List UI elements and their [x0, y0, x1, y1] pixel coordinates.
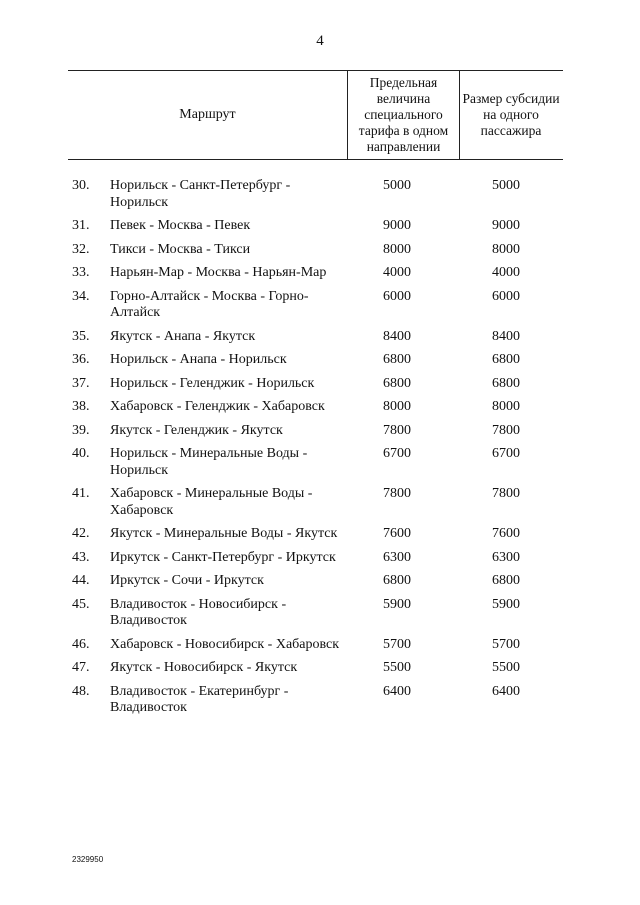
route-name: Иркутск - Санкт-Петербург - Иркутск [110, 549, 336, 565]
table-row [68, 423, 563, 440]
subsidy-value: 6400 [492, 683, 520, 699]
subsidy-value: 8400 [492, 328, 520, 344]
row-number: 43. [72, 549, 90, 565]
tariff-value: 4000 [383, 265, 411, 280]
subsidy-value: 5700 [492, 636, 520, 652]
tariff-value: 8000 [383, 241, 411, 257]
table-row [68, 289, 563, 322]
table-header [68, 70, 563, 160]
tariff-value: 5900 [383, 596, 411, 612]
row-number: 31. [72, 218, 90, 233]
row-number: 45. [72, 596, 90, 612]
row-number: 36. [72, 352, 90, 367]
route-name: Хабаровск - Минеральные Воды - Хабаровск [110, 486, 313, 518]
tariff-value: 7800 [383, 422, 411, 438]
row-number: 42. [72, 526, 90, 541]
header-subsidy: Размер субсидии на одного пассажира [462, 91, 560, 138]
route-name: Якутск - Геленджик - Якутск [110, 422, 283, 438]
header-tariff: Предельная величина специального тарифа в одном направлении [347, 71, 460, 159]
subsidy-value: 8000 [492, 241, 520, 257]
table-row [68, 242, 563, 259]
row-number: 41. [72, 486, 90, 501]
row-number: 48. [72, 683, 90, 699]
subsidy-value: 6300 [492, 549, 520, 565]
table-row [68, 637, 563, 654]
tariff-value: 6400 [383, 683, 411, 699]
tariff-value: 5500 [383, 660, 411, 675]
table-row [68, 218, 563, 235]
tariff-value: 8000 [383, 399, 411, 414]
tariff-value: 6800 [383, 375, 411, 391]
route-name: Нарьян-Мар - Москва - Нарьян-Мар [110, 265, 327, 280]
route-name: Владивосток - Екатеринбург - Владивосток [110, 683, 289, 715]
table-row [68, 660, 563, 677]
subsidy-value: 5900 [492, 596, 520, 612]
row-number: 47. [72, 660, 90, 675]
row-number: 38. [72, 399, 90, 414]
subsidy-value: 6800 [492, 375, 520, 391]
tariff-value: 5000 [383, 178, 411, 193]
route-name: Якутск - Новосибирск - Якутск [110, 660, 298, 675]
route-name: Норильск - Анапа - Норильск [110, 352, 287, 367]
route-name: Певек - Москва - Певек [110, 218, 251, 233]
subsidy-value: 9000 [492, 218, 520, 233]
row-number: 33. [72, 265, 90, 280]
table-row [68, 550, 563, 567]
table-row [68, 573, 563, 590]
route-name: Якутск - Анапа - Якутск [110, 328, 256, 344]
route-name: Норильск - Геленджик - Норильск [110, 375, 315, 391]
table-row [68, 684, 563, 717]
route-name: Хабаровск - Геленджик - Хабаровск [110, 399, 325, 414]
route-name: Норильск - Минеральные Воды - Норильск [110, 446, 308, 478]
row-number: 34. [72, 288, 90, 304]
table-row [68, 526, 563, 543]
subsidy-value: 6000 [492, 288, 520, 304]
tariff-value: 6700 [383, 446, 411, 461]
subsidy-value: 7800 [492, 486, 520, 501]
tariff-value: 7600 [383, 526, 411, 541]
tariff-value: 6300 [383, 549, 411, 565]
table-row [68, 399, 563, 416]
subsidy-value: 4000 [492, 265, 520, 280]
route-name: Хабаровск - Новосибирск - Хабаровск [110, 636, 340, 652]
table-row [68, 486, 563, 519]
row-number: 44. [72, 573, 90, 588]
row-number: 40. [72, 446, 90, 461]
table-body [68, 178, 563, 717]
row-number: 37. [72, 375, 90, 391]
header-route: Маршрут [179, 107, 236, 122]
row-number: 32. [72, 241, 90, 257]
route-name: Горно-Алтайск - Москва - Горно-Алтайск [110, 288, 309, 320]
route-name: Владивосток - Новосибирск - Владивосток [110, 596, 287, 628]
tariff-value: 8400 [383, 328, 411, 344]
table-row [68, 265, 563, 282]
route-name: Якутск - Минеральные Воды - Якутск [110, 526, 338, 541]
page-number: 4 [316, 33, 324, 49]
table-row [68, 178, 563, 211]
tariff-value: 6000 [383, 288, 411, 304]
row-number: 35. [72, 328, 90, 344]
subsidy-value: 5000 [492, 178, 520, 193]
tariff-value: 6800 [383, 352, 411, 367]
subsidy-value: 8000 [492, 399, 520, 414]
subsidy-value: 7600 [492, 526, 520, 541]
subsidy-value: 6700 [492, 446, 520, 461]
table-row [68, 597, 563, 630]
tariff-value: 5700 [383, 636, 411, 652]
table-row [68, 329, 563, 346]
table-row [68, 446, 563, 479]
table-row [68, 376, 563, 393]
table-row [68, 352, 563, 369]
row-number: 30. [72, 178, 90, 193]
route-name: Норильск - Санкт-Петербург - Норильск [110, 178, 291, 210]
document-code: 2329950 [72, 855, 104, 864]
subsidy-table [68, 70, 563, 724]
tariff-value: 6800 [383, 573, 411, 588]
tariff-value: 9000 [383, 218, 411, 233]
row-number: 39. [72, 422, 90, 438]
tariff-value: 7800 [383, 486, 411, 501]
subsidy-value: 5500 [492, 660, 520, 675]
route-name: Тикси - Москва - Тикси [110, 241, 251, 257]
subsidy-value: 7800 [492, 422, 520, 438]
route-name: Иркутск - Сочи - Иркутск [110, 573, 264, 588]
subsidy-value: 6800 [492, 573, 520, 588]
subsidy-value: 6800 [492, 352, 520, 367]
row-number: 46. [72, 636, 90, 652]
